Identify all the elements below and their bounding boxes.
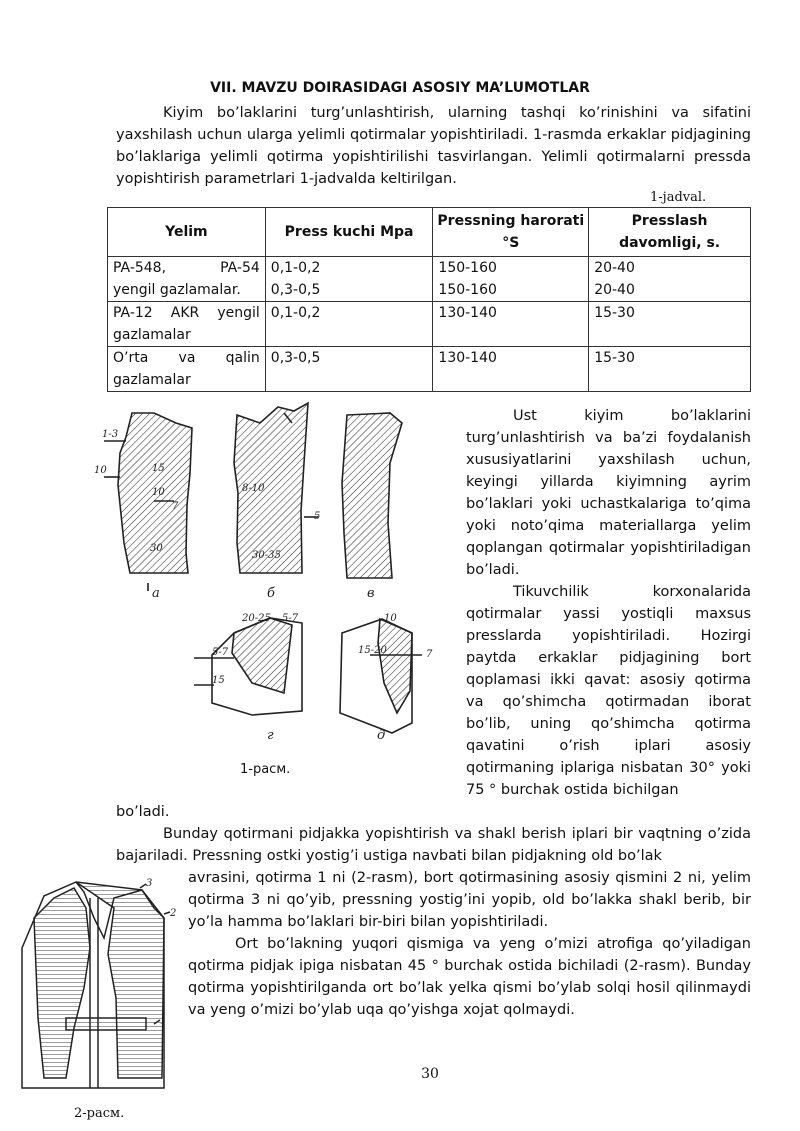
parameters-table — [107, 207, 751, 392]
dim-label: 15 — [212, 675, 225, 686]
cell-glue — [108, 347, 266, 392]
cell-pressure — [265, 257, 433, 302]
continuation-text: bo’ladi. — [116, 804, 170, 820]
paragraph-3: Ort bo’lakning yuqori qismiga va yeng o’mizi atrofiga qo’yiladigan qotirma pidjak ipiga nisbatan 45 ° burchak ostida bichiladi (2-rasm). Bunday qotirma yopishtirilganda ort bo’lak yelka qismi bo’ylab solqi hosil qilinmaydi va yeng o’mizi bo’ylab uqa qo’yishga xojat qolmaydi. — [188, 936, 751, 1018]
dim-label: 30-35 — [252, 550, 281, 561]
intro-paragraph: Kiyim bo’laklarini turg’unlashtirish, ularning tashqi ko’rinishini va sifatini yaxshilash uchun ularga yelimli qotirmalar yopishtiriladi. 1-rasmda erkaklar pidjagining bo’laklariga yelimli qotirma yopishtirilishi tasvirlangan. Yelimli qotirmalarni pressda yopishtirish parametrlari 1-jadvalda keltirilgan. — [116, 105, 751, 187]
dim-label: 8-10 — [242, 483, 265, 494]
cell-glue — [108, 257, 266, 302]
col-header-duration: Presslash davomligi, s. — [589, 208, 751, 257]
cell-line: gazlamalar — [113, 372, 191, 388]
dim-label: 10 — [94, 465, 107, 476]
table-caption: 1-jadval. — [650, 190, 707, 205]
cell-line: O’rta va qalin — [113, 350, 260, 366]
layer-number: 3 — [146, 878, 153, 889]
section-heading: VII. MAVZU DOIRASIDAGI ASOSIY MA’LUMOTLAR — [210, 80, 590, 96]
figure-1-pattern-diagram — [92, 393, 462, 765]
cell-line: 0,1-0,2 — [270, 260, 321, 276]
table-header-row — [108, 208, 751, 257]
table-row — [108, 257, 751, 302]
dim-label: 10 — [152, 487, 165, 498]
figure-letter: б — [267, 586, 275, 601]
table-row — [108, 347, 751, 392]
cell-temperature — [433, 257, 589, 302]
dim-label: 5-7 — [212, 647, 229, 658]
cell-pressure: 0,3-0,5 — [265, 347, 433, 392]
table-row — [108, 302, 751, 347]
layer-number: 2 — [170, 908, 177, 919]
cell-temperature: 130-140 — [433, 302, 589, 347]
cell-line: 20-40 — [594, 260, 635, 276]
col-header-temperature: Pressning harorati °S — [433, 208, 589, 257]
cell-line: 20-40 — [594, 282, 635, 298]
cell-temperature: 130-140 — [433, 347, 589, 392]
cell-line: 150-160 — [438, 260, 497, 276]
dim-label: 15 — [152, 463, 165, 474]
figure-2-caption: 2-расм. — [74, 1106, 125, 1121]
cell-line: 0,3-0,5 — [270, 282, 321, 298]
figure-letter: д — [377, 728, 386, 743]
dim-label: 10 — [384, 613, 397, 624]
figure-letter: в — [367, 586, 375, 601]
dim-label: 30 — [150, 543, 163, 554]
right-column-text — [466, 405, 751, 801]
sleeve-hatched-area — [378, 619, 412, 713]
paragraph-2: Bunday qotirmani pidjakka yopishtirish va shakl berish iplari bir vaqtning o’zida bajariladi. Pressning ostki yostig’i ustiga navbati bilan pidjakning old bo’lak — [116, 826, 751, 864]
cell-duration: 15-30 — [589, 302, 751, 347]
figure-letter: а — [152, 586, 160, 601]
side-panel-shape — [342, 413, 402, 578]
cell-duration — [589, 257, 751, 302]
col-header-glue: Yelim — [108, 208, 266, 257]
dim-label: 1-3 — [102, 429, 119, 440]
figure-letter: г — [267, 728, 274, 743]
layer-number: 1 — [160, 1016, 167, 1027]
dim-label: 5 — [314, 511, 321, 522]
cell-pressure: 0,1-0,2 — [265, 302, 433, 347]
figure-1-caption: 1-расм. — [240, 762, 291, 777]
dim-label: 20-25 — [242, 613, 271, 624]
dim-label: 7 — [426, 649, 433, 660]
dim-label: 5-7 — [282, 613, 299, 624]
dim-label: 15-20 — [358, 645, 387, 656]
cell-line: 150-160 — [438, 282, 497, 298]
cell-glue — [108, 302, 266, 347]
cell-line: gazlamalar — [113, 327, 191, 343]
interlining-layer — [76, 882, 167, 1078]
right-paragraph-2: Tikuvchilik korxonalarida qotirmalar yassi yostiqli maxsus presslarda yopishtiriladi. Hozirgi paytda erkaklar pidjagining bort qoplamasi ikki qavat: asosiy qotirma va qo’shimcha qotirmadan iborat bo’lib, uning qo’shimcha qotirma qavatini o’rish iplari asosiy qotirmaning iplariga nisbatan 30° yoki 75 ° burchak ostida bichilgan — [466, 584, 751, 798]
col-header-pressure: Press kuchi Mpa — [265, 208, 433, 257]
lower-strip — [66, 1018, 146, 1030]
cell-line: PA-12 AKR yengil — [113, 305, 260, 321]
cell-line: yengil gazlamalar. — [113, 282, 241, 298]
right-paragraph-1: Ust kiyim bo’laklarini turg’unlashtirish va ba’zi foydalanish xususiyatlarini yaxshilash uchun, keyingi yillarda kiyimning ayrim bo’laklari yoki uchastkalariga to’qima yoki noto’qima materiallarga yelim qoplangan qotirmalar yopishtiriladigan bo’ladi. — [466, 408, 751, 578]
page-number: 30 — [421, 1066, 439, 1082]
cell-line: PA-548, PA-54 — [113, 260, 260, 276]
collar-hatched-area — [232, 618, 292, 693]
dim-label: 7 — [172, 501, 179, 512]
bort-interlining — [34, 888, 90, 1078]
cell-duration: 15-30 — [589, 347, 751, 392]
paragraph-2-continued: avrasini, qotirma 1 ni (2-rasm), bort qotirmasining asosiy qismini 2 ni, yelim qotirma 3 ni qo’yib, pressning yostig’ini yopib, old bo’lakka shakl berib, bir yo’la hamma bo’laklari bir-biri bilan yopishtiriladi. — [188, 870, 751, 930]
